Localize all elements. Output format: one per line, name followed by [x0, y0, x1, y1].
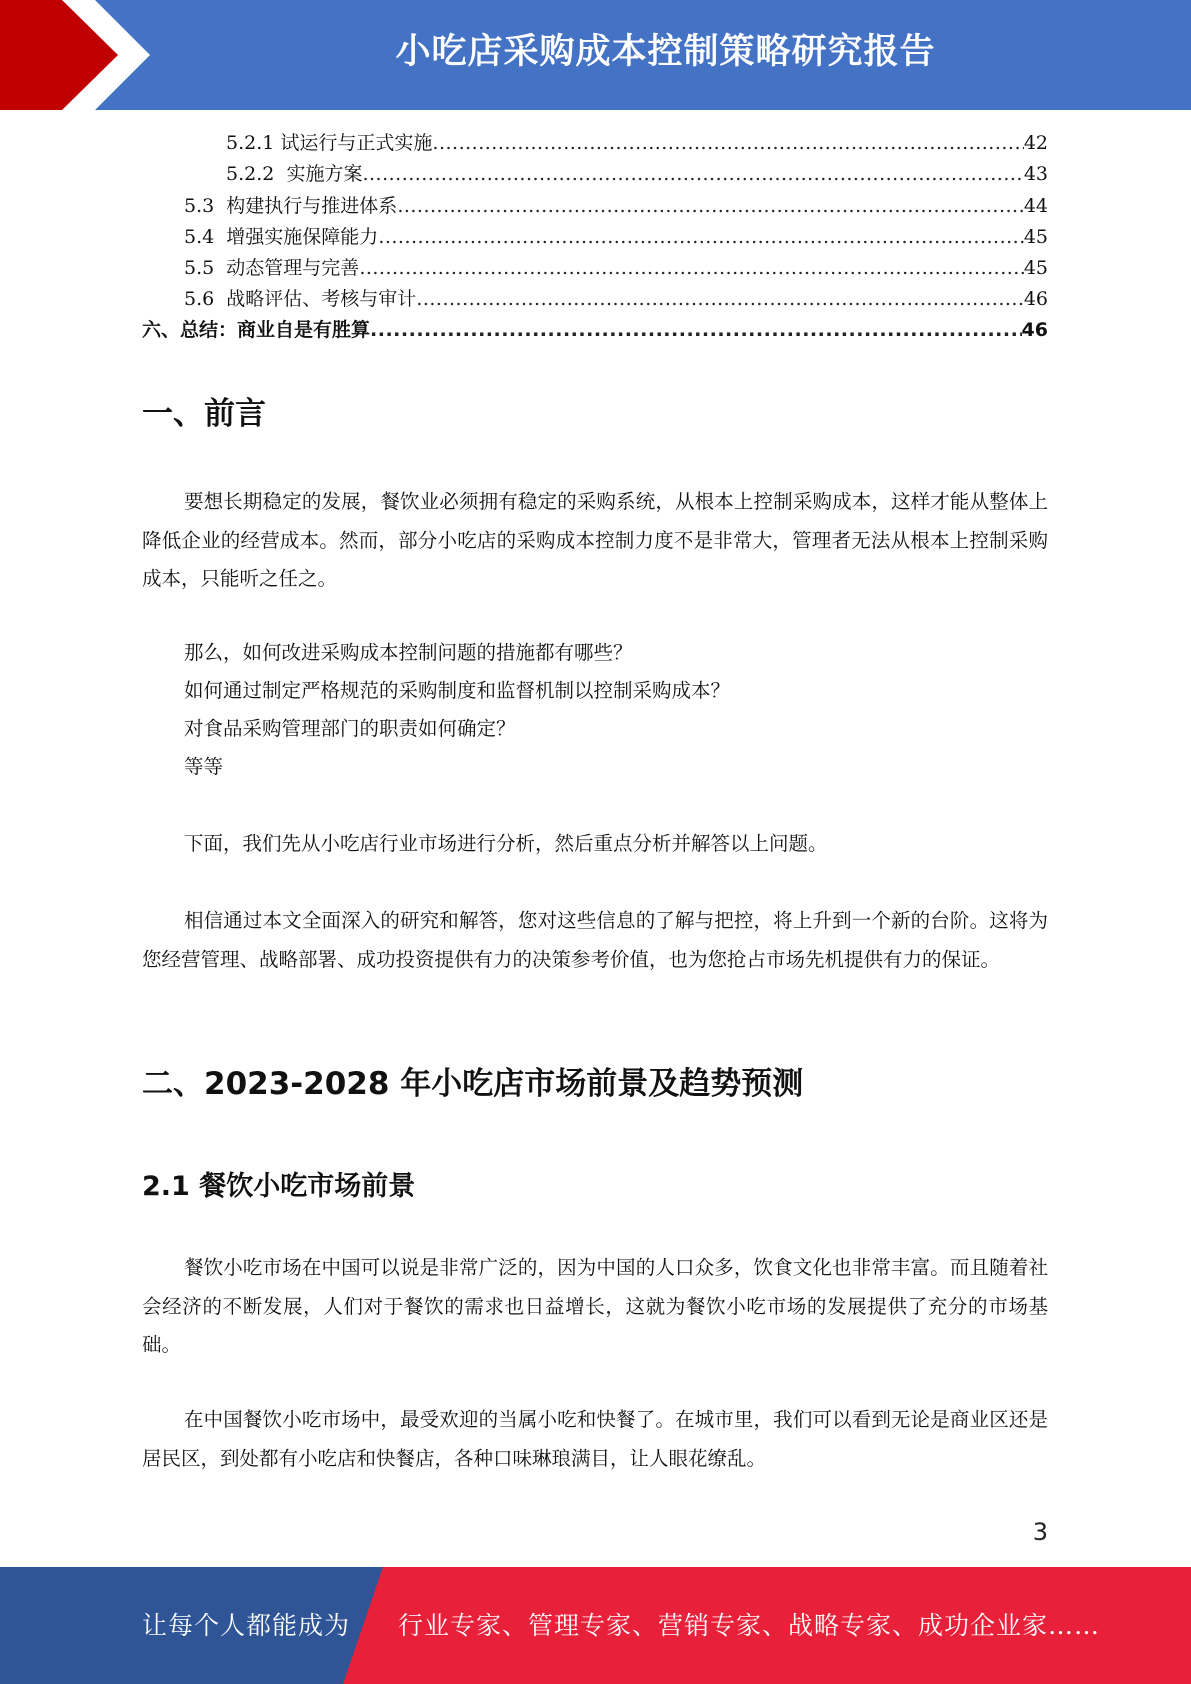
footer-banner: [0, 1567, 1191, 1684]
table-of-contents: [142, 128, 1048, 346]
toc-entry[interactable]: [142, 284, 1048, 315]
toc-entry-page: 44: [1023, 194, 1048, 217]
question-line: 对食品采购管理部门的职责如何确定？: [184, 717, 516, 740]
toc-entry[interactable]: [142, 159, 1048, 190]
toc-leader-dots: [362, 159, 1023, 190]
section-heading-market-forecast: 二、2023-2028 年小吃店市场前景及趋势预测: [142, 1066, 804, 1102]
toc-entry-page: 45: [1023, 256, 1048, 279]
toc-entry-label: 六、总结：商业自是有胜算: [142, 319, 371, 342]
body-paragraph: 在中国餐饮小吃市场中，最受欢迎的当属小吃和快餐了。在城市里，我们可以看到无论是商业区还是居民区，到处都有小吃店和快餐店，各种口味琳琅满目，让人眼花缭乱。: [142, 1408, 1048, 1470]
question-line: 如何通过制定严格规范的采购制度和监督机制以控制采购成本？: [184, 679, 731, 702]
toc-entry-label: 实施方案: [280, 163, 363, 186]
toc-leader-dots: [397, 191, 1024, 222]
page-number: 3: [1032, 1518, 1048, 1546]
toc-entry-number: 5.6: [184, 288, 215, 311]
toc-entry[interactable]: [142, 222, 1048, 253]
toc-entry-number: 5.2.2: [226, 163, 275, 186]
toc-entry[interactable]: [142, 190, 1048, 221]
toc-leader-dots: [370, 315, 1022, 346]
toc-entry[interactable]: [142, 128, 1048, 159]
body-paragraph: 要想长期稳定的发展，餐饮业必须拥有稳定的采购系统，从根本上控制采购成本，这样才能从整体上降低企业的经营成本。然而，部分小吃店的采购成本控制力度不是非常大，管理者无法从根本上控制采购成本，只能听之任之。: [142, 490, 1048, 590]
toc-entry[interactable]: [142, 315, 1048, 346]
body-paragraph: 餐饮小吃市场在中国可以说是非常广泛的，因为中国的人口众多，饮食文化也非常丰富。而且随着社会经济的不断发展，人们对于餐饮的需求也日益增长，这就为餐饮小吃市场的发展提供了充分的市场基础。: [142, 1256, 1048, 1356]
section-heading-preface: 一、前言: [142, 396, 266, 432]
toc-entry[interactable]: [142, 253, 1048, 284]
toc-entry-number: 5.2.1: [226, 132, 275, 155]
toc-leader-dots: [378, 222, 1024, 253]
toc-entry-number: 5.4: [184, 225, 215, 248]
toc-entry-label: 试运行与正式实施: [280, 132, 433, 155]
toc-leader-dots: [416, 284, 1024, 315]
toc-entry-label: 增强实施保障能力: [220, 225, 379, 248]
toc-entry-page: 46: [1021, 319, 1048, 342]
chevron-decoration-icon: [0, 0, 160, 110]
body-paragraph: 下面，我们先从小吃店行业市场进行分析，然后重点分析并解答以上问题。: [184, 832, 828, 855]
question-line: 等等: [184, 755, 224, 778]
toc-entry-label: 战略评估、考核与审计: [220, 288, 417, 311]
footer-slogan-left: 让每个人都能成为: [142, 1611, 351, 1640]
toc-entry-number: 5.5: [184, 256, 215, 279]
subsection-heading: 2.1 餐饮小吃市场前景: [142, 1171, 416, 1202]
toc-leader-dots: [359, 253, 1024, 284]
question-line: 那么，如何改进采购成本控制问题的措施都有哪些？: [184, 641, 633, 664]
body-paragraph: 相信通过本文全面深入的研究和解答，您对这些信息的了解与把控，将上升到一个新的台阶。这将为您经营管理、战略部署、成功投资提供有力的决策参考价值，也为您抢占市场先机提供有力的保证。: [142, 909, 1048, 971]
toc-entry-page: 46: [1023, 288, 1048, 311]
document-title: 小吃店采购成本控制策略研究报告: [395, 32, 936, 72]
toc-entry-page: 43: [1023, 163, 1048, 186]
footer-slogan-right: 行业专家、管理专家、营销专家、战略专家、成功企业家……: [398, 1611, 1101, 1640]
toc-entry-page: 42: [1023, 132, 1048, 155]
header-banner: [0, 0, 1191, 110]
toc-entry-label: 构建执行与推进体系: [220, 194, 398, 217]
toc-entry-number: 5.3: [184, 194, 215, 217]
toc-leader-dots: [432, 128, 1023, 159]
toc-entry-label: 动态管理与完善: [220, 256, 360, 279]
toc-entry-page: 45: [1023, 225, 1048, 248]
